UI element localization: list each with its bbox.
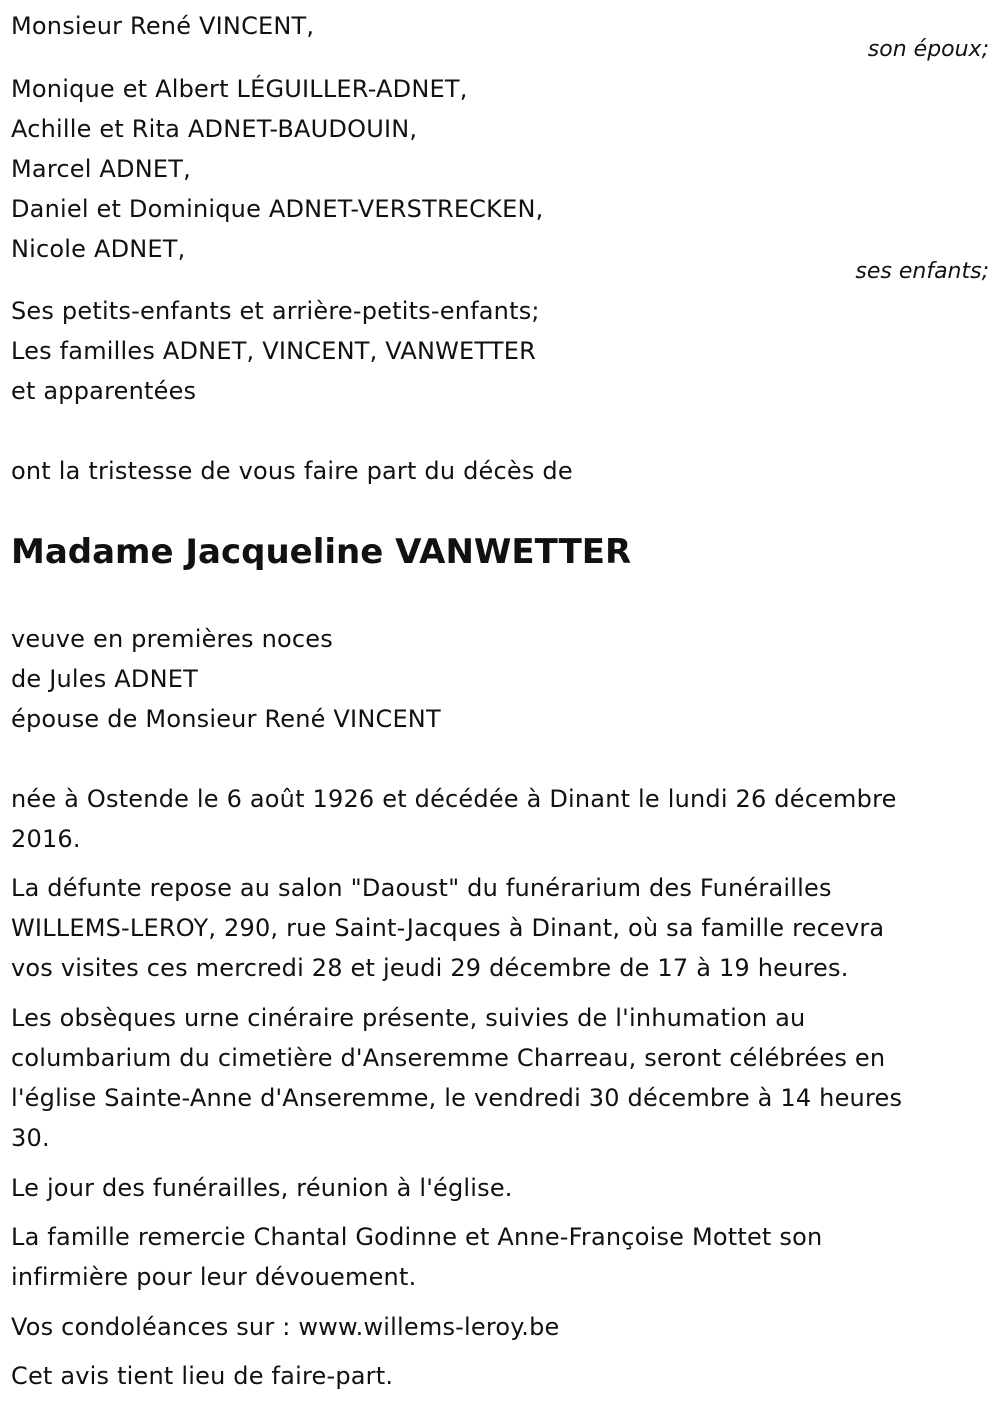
thanks-line: infirmière pour leur dévouement. [11,1263,417,1291]
child-line: Daniel et Dominique ADNET-VERSTRECKEN, [11,195,544,223]
spouse-role: son époux; [867,37,989,62]
birth-death-line: née à Ostende le 6 août 1926 et décédée à Dinant le lundi 26 décembre [11,785,897,813]
funeral-line: 30. [11,1124,50,1152]
detail-line: veuve en premières noces [11,625,333,653]
relatives-line: et apparentées [11,377,197,405]
child-line: Achille et Rita ADNET-BAUDOUIN, [11,115,418,143]
child-line: Monique et Albert LÉGUILLER-ADNET, [11,75,468,103]
spouse-line: Monsieur René VINCENT, [11,12,315,40]
meeting-line: Le jour des funérailles, réunion à l'église. [11,1174,513,1202]
funeral-line: l'église Sainte-Anne d'Anseremme, le vendredi 30 décembre à 14 heures [11,1084,903,1112]
relatives-line: Ses petits-enfants et arrière-petits-enfants; [11,297,540,325]
birth-death-line: 2016. [11,825,81,853]
visitation-line: WILLEMS-LEROY, 290, rue Saint-Jacques à Dinant, où sa famille recevra [11,914,885,942]
visitation-line: La défunte repose au salon "Daoust" du funérarium des Funérailles [11,874,832,902]
child-line: Nicole ADNET, [11,235,186,263]
child-line: Marcel ADNET, [11,155,191,183]
children-role: ses enfants; [855,259,989,284]
visitation-line: vos visites ces mercredi 28 et jeudi 29 décembre de 17 à 19 heures. [11,954,849,982]
funeral-line: columbarium du cimetière d'Anseremme Charreau, seront célébrées en [11,1044,886,1072]
closing-line: Cet avis tient lieu de faire-part. [11,1362,394,1390]
detail-line: de Jules ADNET [11,665,198,693]
thanks-line: La famille remercie Chantal Godinne et Anne-Françoise Mottet son [11,1223,823,1251]
relatives-line: Les familles ADNET, VINCENT, VANWETTER [11,337,536,365]
deceased-name: Madame Jacqueline VANWETTER [11,532,632,572]
announcement: ont la tristesse de vous faire part du décès de [11,457,573,485]
funeral-line: Les obsèques urne cinéraire présente, suivies de l'inhumation au [11,1004,806,1032]
detail-line: épouse de Monsieur René VINCENT [11,705,441,733]
condolences-line: Vos condoléances sur : www.willems-leroy.be [11,1313,560,1341]
